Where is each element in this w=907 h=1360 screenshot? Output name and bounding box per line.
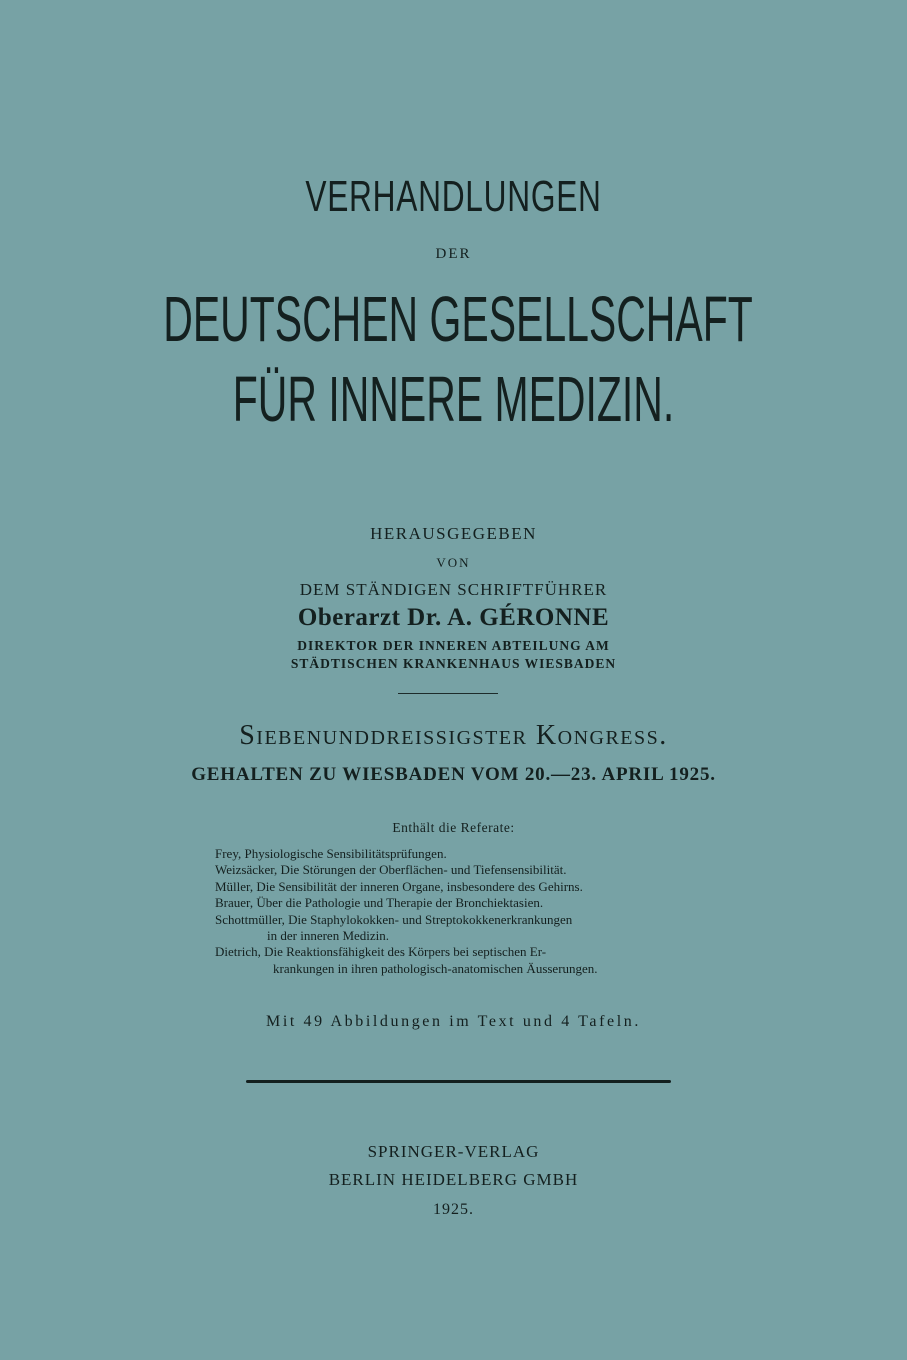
editor-name: Oberarzt Dr. A. GÉRONNE <box>297 604 610 631</box>
editor-role: DEM STÄNDIGEN SCHRIFTFÜHRER <box>299 580 608 599</box>
illustrations-note: Mit 49 Abbildungen im Text und 4 Tafeln. <box>266 1013 641 1030</box>
divider-short <box>398 693 498 694</box>
title-fuer-innere-medizin: FÜR INNERE MEDIZIN. <box>232 363 675 435</box>
reference-item: Brauer, Über die Pathologie und Therapie der Bronchiektasien. <box>215 895 544 911</box>
publisher-year: 1925. <box>433 1201 474 1218</box>
editor-von: VON <box>436 555 471 570</box>
references-list <box>215 846 697 977</box>
congress-held: GEHALTEN ZU WIESBADEN VOM 20.—23. APRIL 1925. <box>191 764 716 785</box>
reference-item: Frey, Physiologische Sensibilitätsprüfungen. <box>215 846 447 861</box>
contents-heading: Enthält die Referate: <box>392 820 515 835</box>
reference-item: Schottmüller, Die Staphylokokken- und Streptokokkenerkrankungen <box>215 911 573 927</box>
publisher-location: BERLIN HEIDELBERG GMBH <box>328 1170 579 1189</box>
title-verhandlungen: VERHANDLUNGEN <box>305 172 602 221</box>
editor-position-line1: DIREKTOR DER INNEREN ABTEILUNG AM <box>297 638 610 653</box>
editor-herausgegeben: HERAUSGEGEBEN <box>370 524 537 543</box>
congress-title: Siebenunddreissigster Kongress. <box>239 720 668 751</box>
title-der: DER <box>435 246 472 262</box>
divider-long <box>246 1080 671 1083</box>
title-deutschen-gesellschaft: DEUTSCHEN GESELLSCHAFT <box>163 283 753 355</box>
reference-item: Weizsäcker, Die Störungen der Oberflächen- und Tiefensensibilität. <box>215 862 567 878</box>
editor-position-line2: STÄDTISCHEN KRANKENHAUS WIESBADEN <box>290 656 617 671</box>
reference-item: krankungen in ihren pathologisch-anatomischen Äusserungen. <box>273 960 598 976</box>
reference-item: Dietrich, Die Reaktionsfähigkeit des Körpers bei septischen Er- <box>215 944 547 960</box>
publisher-name: SPRINGER-VERLAG <box>367 1142 540 1161</box>
reference-item: in der inneren Medizin. <box>267 928 390 944</box>
reference-item: Müller, Die Sensibilität der inneren Organe, insbesondere des Gehirns. <box>215 878 583 894</box>
